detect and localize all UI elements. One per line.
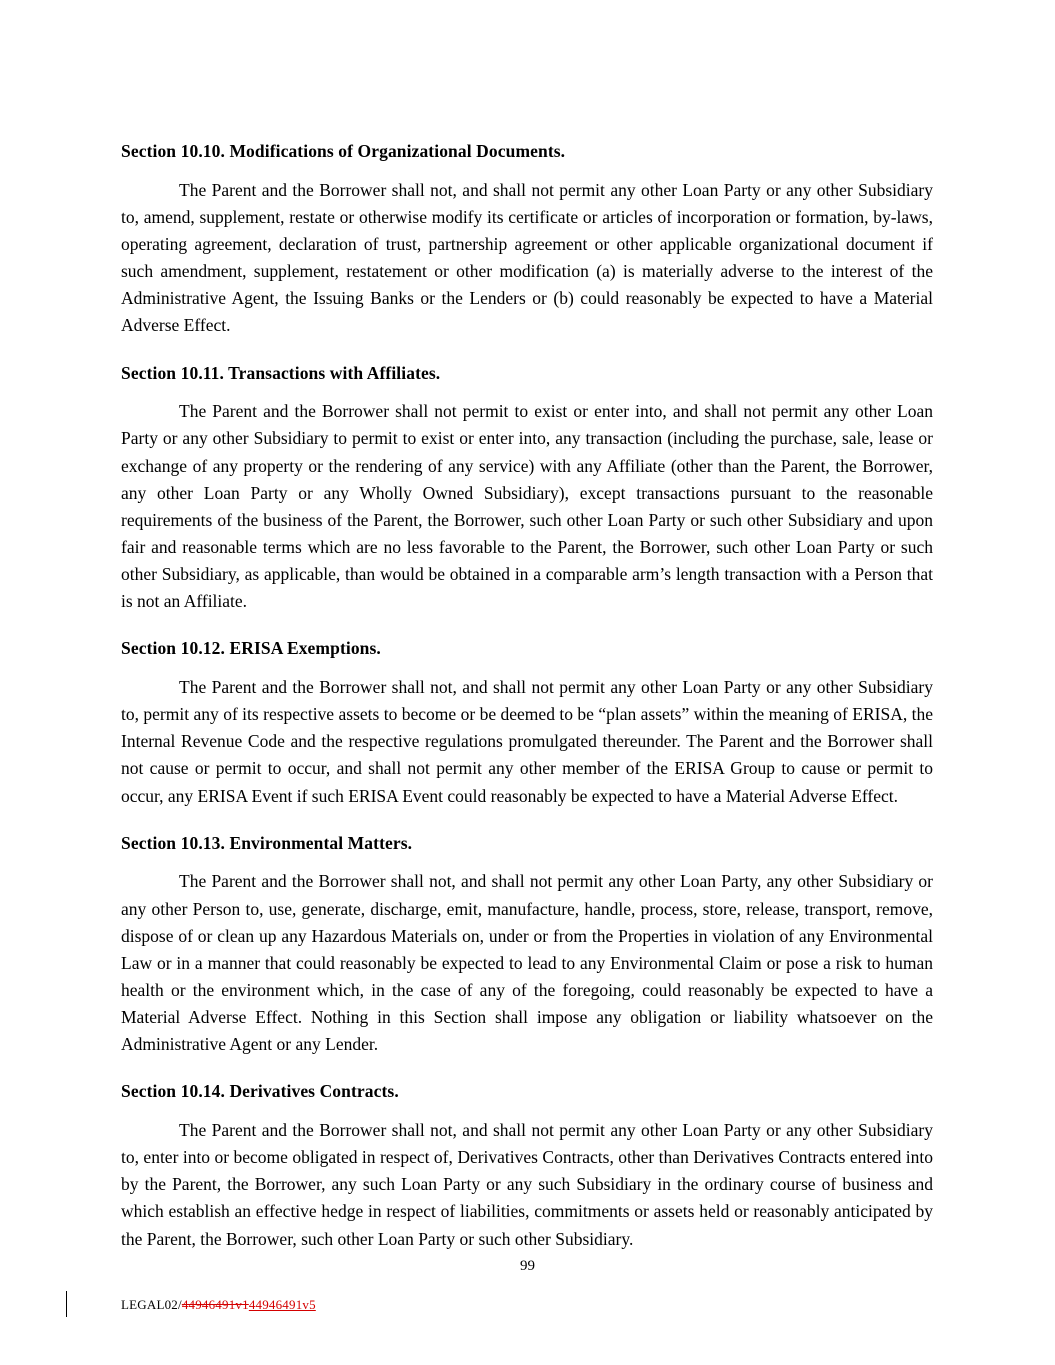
section-heading-10-12: Section 10.12. ERISA Exemptions. — [121, 638, 381, 659]
page-number: 99 — [520, 1258, 535, 1274]
section-heading-10-13: Section 10.13. Environmental Matters. — [121, 832, 413, 853]
revision-change-bar — [66, 1291, 67, 1317]
section-paragraph-10-14: The Parent and the Borrower shall not, and shall not permit any other Loan Party or any other Subsidiary to, enter into or become obligated in respect of, Derivatives Contracts, other than Derivatives Contracts entered into by the Parent, the Borrower, any such Loan Party or any such Subsidiary in the ordinary course of business and which establish an effective hedge in respect of liabilities, commitments or assets held or reasonably anticipated by the Parent, the Borrower, such other Loan Party or such other Subsidiary. — [121, 1120, 933, 1249]
footer-deleted-id: 44946491v1 — [181, 1297, 249, 1312]
section-heading-10-14: Section 10.14. Derivatives Contracts. — [121, 1081, 399, 1102]
footer-prefix: LEGAL02/ — [121, 1297, 182, 1312]
section-paragraph-10-12: The Parent and the Borrower shall not, and shall not permit any other Loan Party or any other Subsidiary to, permit any of its respective assets to become or be deemed to be “plan assets” within the meaning of ERISA, the Internal Revenue Code and the respective regulations promulgated thereunder. The Parent and the Borrower shall not cause or permit to occur, and shall not permit any other member of the ERISA Group to cause or permit to occur, any ERISA Event if such ERISA Event could reasonably be expected to have a Material Adverse Effect. — [121, 677, 933, 806]
section-heading-10-11: Section 10.11. Transactions with Affiliates. — [121, 362, 441, 383]
document-body — [121, 140, 933, 1253]
section-paragraph-10-13: The Parent and the Borrower shall not, and shall not permit any other Loan Party, any other Subsidiary or any other Person to, use, generate, discharge, emit, manufacture, handle, process, store, release, transport, remove, dispose of or clean up any Hazardous Materials on, under or from the Properties in violation of any Environmental Law or in a manner that could reasonably be expected to lead to any Environmental Claim or pose a risk to human health or the environment which, in the case of any of the foregoing, could reasonably be expected to have a Material Adverse Effect. Nothing in this Section shall impose any obligation or liability whatsoever on the Administrative Agent or any Lender. — [121, 871, 933, 1055]
footer-document-id — [121, 1297, 316, 1313]
section-paragraph-10-10: The Parent and the Borrower shall not, and shall not permit any other Loan Party or any other Subsidiary to, amend, supplement, restate or otherwise modify its certificate or articles of incorporation or formation, by-laws, operating agreement, declaration of trust, partnership agreement or other applicable organizational document if such amendment, supplement, restatement or other modification (a) is materially adverse to the interest of the Administrative Agent, the Issuing Banks or the Lenders or (b) could reasonably be expected to have a Material Adverse Effect. — [121, 179, 933, 336]
footer-inserted-id: 44946491v5 — [248, 1297, 316, 1312]
section-heading-10-10: Section 10.10. Modifications of Organizational Documents. — [121, 141, 566, 161]
section-paragraph-10-11: The Parent and the Borrower shall not permit to exist or enter into, and shall not permit any other Loan Party or any other Subsidiary to permit to exist or enter into, any transaction (including the purchase, sale, lease or exchange of any property or the rendering of any service) with any Affiliate (other than the Parent, the Borrower, any other Loan Party or any Wholly Owned Subsidiary), except transactions pursuant to the reasonable requirements of the business of the Parent, the Borrower, such other Loan Party or such other Subsidiary and upon fair and reasonable terms which are no less favorable to the Parent, the Borrower, such other Loan Party or such other Subsidiary, as applicable, than would be obtained in a comparable arm’s length transaction with a Person that is not an Affiliate. — [121, 401, 933, 612]
